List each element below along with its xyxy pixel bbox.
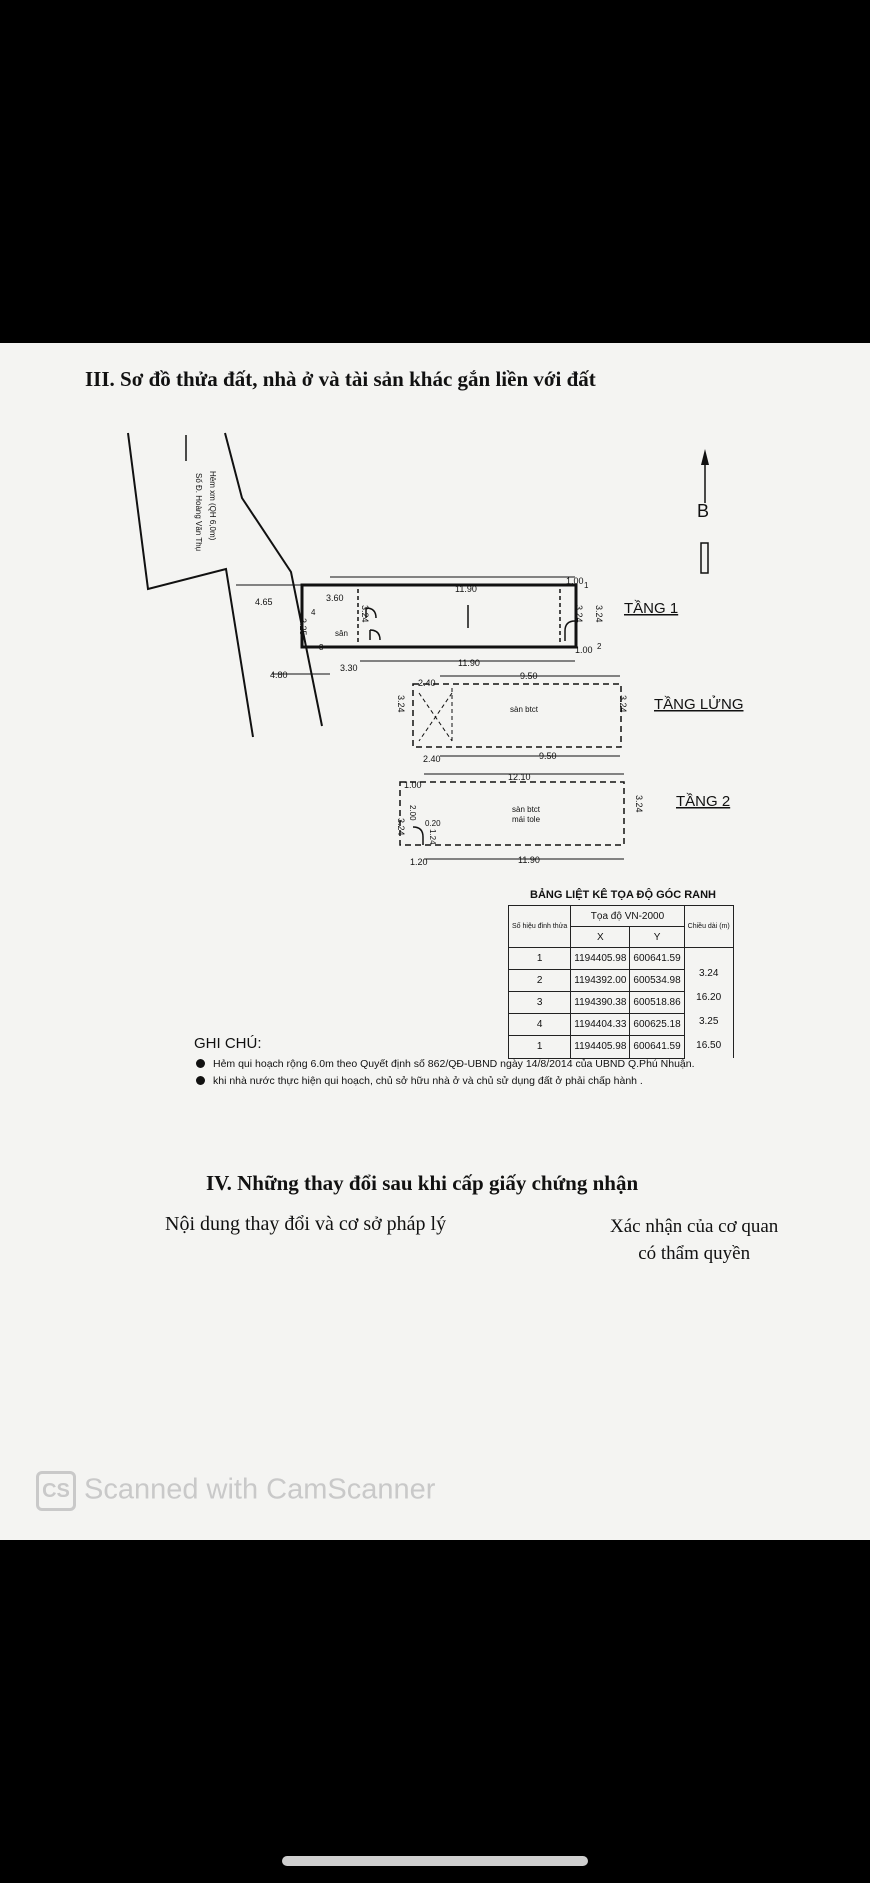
header-point: Số hiệu đỉnh thửa (509, 906, 571, 948)
tang1-dim-3-24-left: 3.24 (360, 605, 370, 623)
note-item (196, 1058, 695, 1070)
tang2-room-mai-tole: mái tole (512, 815, 541, 824)
tang1-dim-3-24-right: 3.24 (594, 605, 604, 623)
section-4-title: IV. Những thay đổi sau khi cấp giấy chứng nhận (206, 1171, 639, 1195)
camscanner-logo-icon: CS (36, 1471, 76, 1511)
road-boundary-left (128, 433, 253, 737)
length-value: 16.20 (696, 992, 722, 1003)
tang2-dim-2-00: 2.00 (408, 805, 417, 821)
length-value: 3.24 (698, 968, 719, 979)
watermark-text: Scanned with CamScanner (84, 1473, 436, 1506)
tang1-dim-1-00-top: 1.00 (566, 576, 584, 586)
point-cell: 1 (509, 948, 571, 970)
north-arrow-head (701, 449, 709, 465)
table-row (509, 948, 734, 970)
bullet-icon (196, 1076, 205, 1085)
scanned-document (0, 343, 870, 1540)
tang1-dim-3-30: 3.30 (340, 663, 358, 673)
road-label-1: Hẻm xm (QH 6,0m) (208, 471, 217, 541)
tang2-dim-12-10: 12.10 (508, 772, 531, 782)
tang-lung-room-san-btct: sàn btct (510, 705, 539, 714)
tang2-dim-1-20: 1.20 (410, 857, 428, 867)
tang1-door-right (565, 621, 575, 641)
north-arrow-foot (701, 543, 708, 573)
tang2-room-san-btct: sàn btct (512, 805, 541, 814)
tang1-label: TẦNG 1 (624, 600, 679, 617)
tang1-dim-11-90-top: 11.90 (455, 584, 477, 594)
table-header-row (509, 906, 734, 927)
point-cell: 2 (509, 970, 571, 992)
tang1-point-4: 4 (311, 608, 316, 617)
y-cell: 600641.59 (630, 1036, 684, 1058)
tang1-room-san: sân (335, 629, 348, 638)
coordinate-table-title: BẢNG LIỆT KÊ TỌA ĐỘ GÓC RANH (530, 889, 716, 901)
tang-lung-dim-3-24-right: 3.24 (618, 695, 628, 713)
x-cell: 1194392.00 (571, 970, 630, 992)
column-header-line: có thẩm quyền (638, 1243, 751, 1264)
tang1-dim-3-24-inner: 3.24 (574, 605, 584, 623)
y-cell: 600518.86 (630, 992, 684, 1014)
x-cell: 1194405.98 (571, 948, 630, 970)
tang1-dim-3-60: 3.60 (326, 593, 344, 603)
tang-lung-dim-9-50-top: 9.50 (520, 671, 538, 681)
notes-heading: GHI CHÚ: (194, 1035, 262, 1052)
section-3-title: III. Sơ đồ thửa đất, nhà ở và tài sản khác gắn liền với đất (85, 367, 596, 391)
column-header-confirmation (610, 1213, 778, 1267)
y-cell: 600625.18 (630, 1014, 684, 1036)
y-cell: 600534.98 (630, 970, 684, 992)
road-label-2: Số Đ. Hoàng Văn Thụ (194, 473, 203, 552)
header-length: Chiều dài (m) (684, 906, 733, 948)
length-value: 3.25 (698, 1016, 719, 1027)
header-system: Tọa độ VN-2000 (571, 906, 684, 927)
tang1-point-3: 3 (319, 643, 324, 652)
tang2-door (413, 827, 423, 845)
tang-lung-outline (413, 684, 621, 747)
tang-lung-dim-2-40-top: 2.40 (418, 678, 436, 688)
header-x: X (571, 927, 630, 948)
road-boundary-right (225, 433, 322, 726)
y-cell: 600641.59 (630, 948, 684, 970)
tang1-dim-1-00-bottom: 1.00 (575, 645, 593, 655)
tang-lung-label: TẦNG LỬNG (654, 696, 744, 713)
x-cell: 1194404.33 (571, 1014, 630, 1036)
column-header-line: Xác nhận của cơ quan (610, 1216, 779, 1237)
tang2-dim-0-20: 0.20 (425, 819, 441, 828)
tang-lung-dim-2-40-bottom: 2.40 (423, 754, 441, 764)
header-y: Y (630, 927, 684, 948)
land-plot-diagram (0, 343, 870, 1143)
column-header-changes: Nội dung thay đổi và cơ sở pháp lý (165, 1213, 447, 1235)
note-text: Hẻm qui hoạch rộng 6.0m theo Quyết định số 862/QĐ-UBND ngày 14/8/2014 của UBND Q.Phú Nhuận. (213, 1058, 695, 1070)
tang1-point-2: 2 (597, 642, 602, 651)
tang1-dim-4-80: 4.80 (270, 670, 288, 680)
note-item (196, 1075, 643, 1087)
length-value: 16.50 (696, 1040, 722, 1051)
tang2-dim-3-24-right: 3.24 (634, 795, 644, 813)
x-cell: 1194390.38 (571, 992, 630, 1014)
tang-lung-dim-9-50-bottom: 9.50 (539, 751, 557, 761)
tang1-dim-3-25: 3.25 (298, 618, 308, 636)
length-cell (684, 948, 733, 1059)
point-cell: 4 (509, 1014, 571, 1036)
tang-lung-dim-3-24-left: 3.24 (396, 695, 406, 713)
tang2-dim-3-24-left: 3.24 (396, 818, 406, 836)
tang2-dim-1-24: 1.24 (428, 829, 437, 845)
x-cell: 1194405.98 (571, 1036, 630, 1058)
tang2-dim-1-00: 1.00 (404, 780, 422, 790)
note-text: khi nhà nước thực hiện qui hoạch, chủ sở hữu nhà ở và chủ sử dụng đất ở phải chấp hành . (213, 1075, 643, 1087)
tang1-dim-11-90-bottom: 11.90 (458, 658, 480, 668)
home-indicator[interactable] (282, 1856, 588, 1866)
point-cell: 3 (509, 992, 571, 1014)
tang1-point-1: 1 (584, 581, 589, 590)
bullet-icon (196, 1059, 205, 1068)
camscanner-watermark (36, 1471, 435, 1511)
north-label: B (697, 501, 710, 521)
tang2-dim-11-90: 11.90 (518, 855, 540, 865)
tang1-dim-4-65: 4.65 (255, 597, 273, 607)
point-cell: 1 (509, 1036, 571, 1058)
tang2-label: TẦNG 2 (676, 793, 731, 810)
coordinate-table (508, 905, 734, 1059)
